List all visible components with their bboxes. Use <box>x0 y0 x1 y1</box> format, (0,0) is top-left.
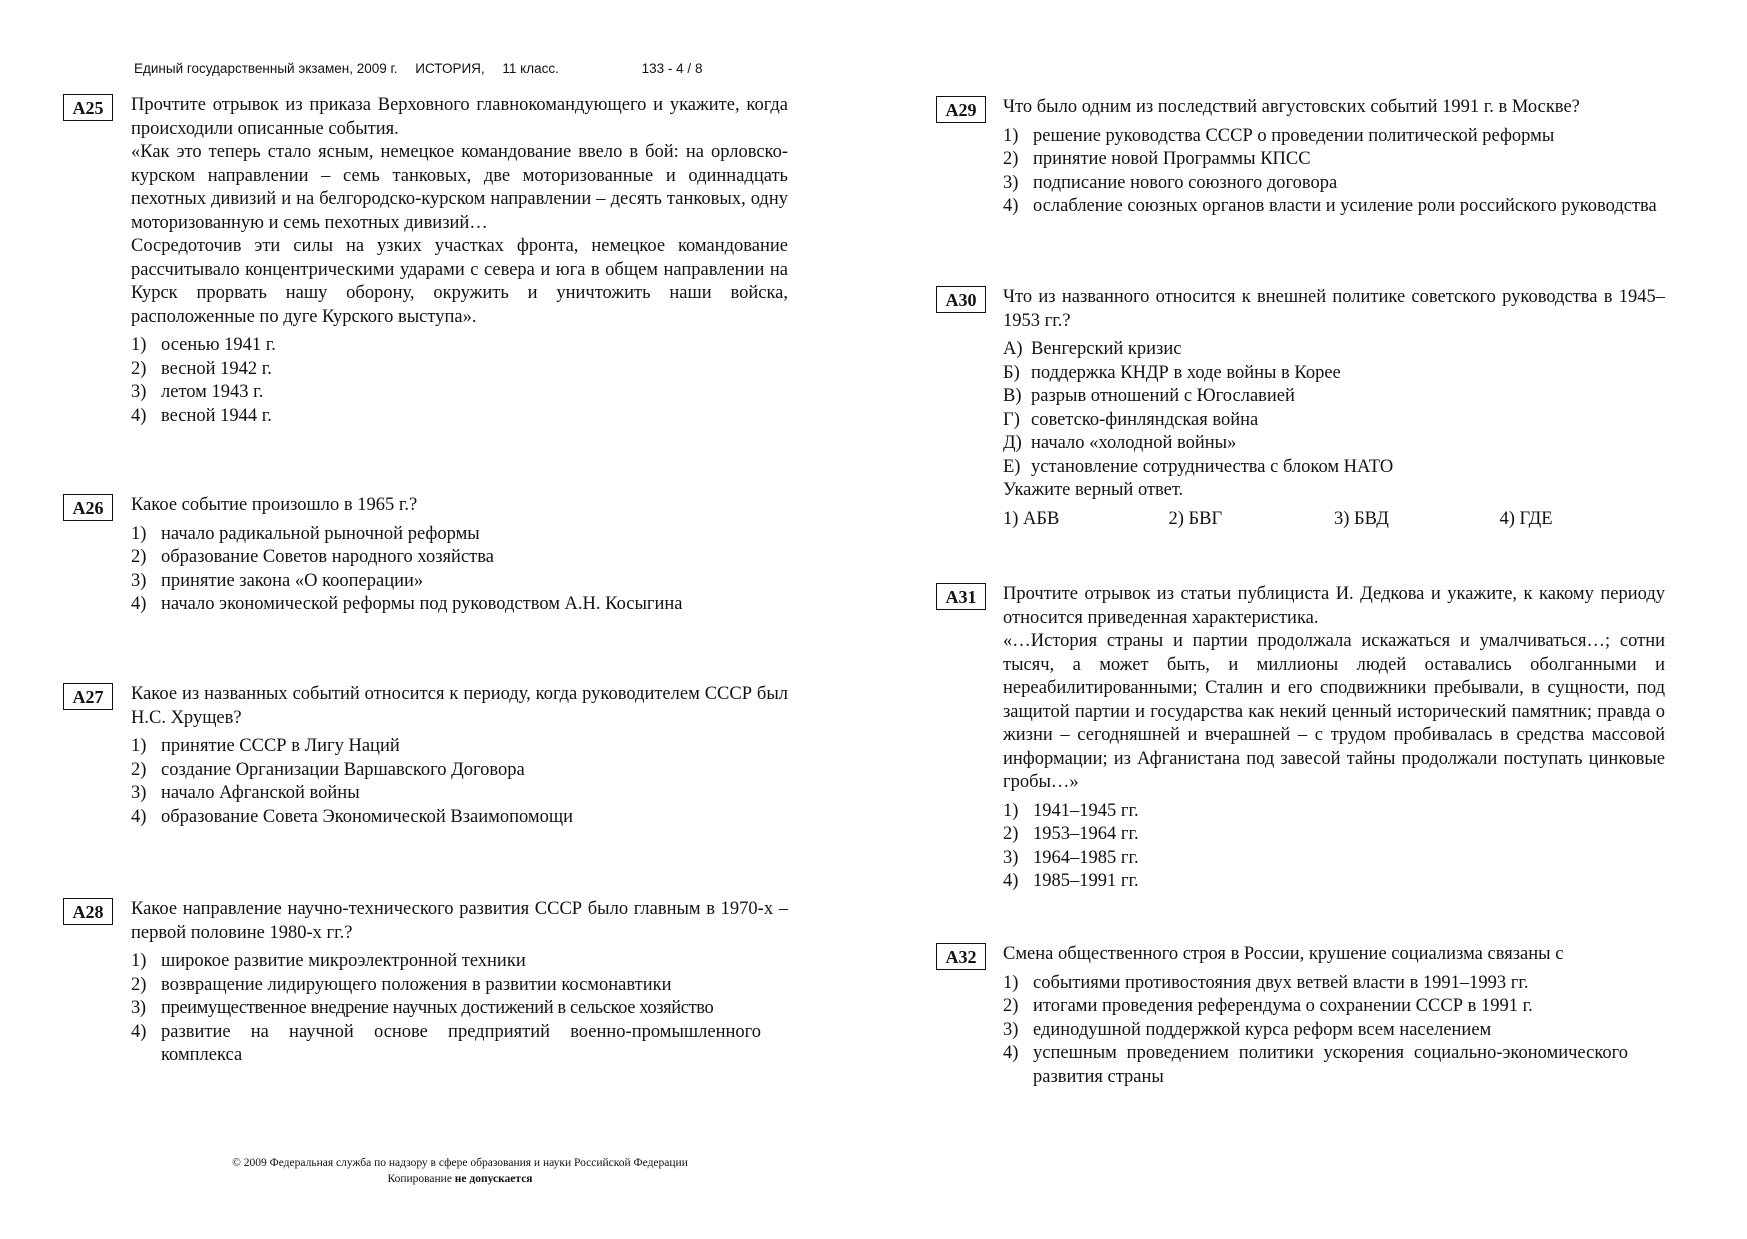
question-text: Что было одним из последствий августовских событий 1991 г. в Москве? <box>1003 97 1580 117</box>
answer-option[interactable]: 3) летом 1943 г. <box>131 382 264 402</box>
question-number: A28 <box>63 898 113 925</box>
answer-option[interactable]: 1) широкое развитие микроэлектронной техники <box>131 951 526 971</box>
question-number: A26 <box>63 494 113 521</box>
question-number: A29 <box>936 96 986 123</box>
letter-item: Д) начало «холодной войны» <box>1003 433 1237 453</box>
question-text: Смена общественного строя в России, крушение социализма связаны с <box>1003 944 1564 964</box>
question-number: A27 <box>63 683 113 710</box>
answer-option[interactable]: 3) БВД <box>1334 508 1389 529</box>
question-text: Прочтите отрывок из статьи публициста И. Дедкова и укажите, к какому периоду относится приведенная характеристика. <box>1003 584 1665 628</box>
quote-paragraph: Сосредоточив эти силы на узких участках фронта, немецкое командование рассчитывало концентрическими ударами с севера и юга в общем направлении на Курск прорвать нашу оборону, окружить и уничтожить наши войска, расположенные по дуге Курского выступа». <box>131 236 788 327</box>
answer-option[interactable]: 2) БВГ <box>1168 508 1223 529</box>
question-text: Какое направление научно-технического развития СССР было главным в 1970-х – первой половине 1980-х гг.? <box>131 899 788 943</box>
quote-paragraph: «Как это теперь стало ясным, немецкое командование ввело в бой: на орловско-курском направлении – семь танковых, две моторизованные и одиннадцать пехотных дивизий и на белгородско-курском направлении – десять танковых, одну моторизованную и семь пехотных дивизий… <box>131 142 788 233</box>
letter-item: Е) установление сотрудничества с блоком НАТО <box>1003 456 1394 477</box>
answer-option[interactable]: 4) успешным проведением политики ускорения социально-экономического развития страны <box>1003 1043 1628 1087</box>
page-header <box>134 61 716 76</box>
answer-option[interactable]: 3) принятие закона «О кооперации» <box>131 570 424 591</box>
answer-option[interactable]: 4) начало экономической реформы под руководством А.Н. Косыгина <box>131 594 683 614</box>
grade: 11 класс. <box>502 61 559 76</box>
copy-notice: Копирование не допускается <box>387 1173 533 1185</box>
answer-option[interactable]: 2) принятие новой Программы КПСС <box>1003 149 1311 169</box>
answer-option[interactable]: 3) подписание нового союзного договора <box>1003 172 1338 193</box>
answer-option[interactable]: 4) образование Совета Экономической Взаимопомощи <box>131 806 574 827</box>
answer-option[interactable]: 1) АБВ <box>1003 508 1060 529</box>
answer-option[interactable]: 2) весной 1942 г. <box>131 358 272 379</box>
answer-option[interactable]: 4) 1985–1991 гг. <box>1003 871 1139 891</box>
page-number: 133 - 4 / 8 <box>641 61 703 76</box>
copyright-line: © 2009 Федеральная служба по надзору в сфере образования и науки Российской Федерации <box>232 1157 688 1169</box>
answer-option[interactable]: 4) развитие на научной основе предприятий военно-промышленного комплекса <box>131 1021 761 1065</box>
letter-item: Б) поддержка КНДР в ходе войны в Корее <box>1003 362 1341 383</box>
exam-title: Единый государственный экзамен, 2009 г. <box>134 61 398 76</box>
question-text: Какое событие произошло в 1965 г.? <box>131 495 418 515</box>
answer-option[interactable]: 1) осенью 1941 г. <box>131 335 276 355</box>
answer-option[interactable]: 2) итогами проведения референдума о сохранении СССР в 1991 г. <box>1003 996 1533 1016</box>
page-footer <box>195 1155 725 1187</box>
question-number: A30 <box>936 286 986 313</box>
subject: ИСТОРИЯ, <box>415 61 485 76</box>
question-text: Что из названного относится к внешней политике советского руководства в 1945–1953 гг.? <box>1003 287 1665 331</box>
quote-paragraph: «…История страны и партии продолжала искажаться и умалчиваться…; сотни тысяч, а может быть, и миллионы людей оставались оболганными и нереабилитированными; Сталин и его сподвижники пребывали, в сущности, под защитой партии и государства как некий ценный исторический памятник; правда о жизни – сегодняшней и вчерашней – с трудом пробивалась в средства массовой информации; из Афганистана под завесой тайны продолжали поступать цинковые гробы…» <box>1003 631 1665 792</box>
answer-option[interactable]: 2) 1953–1964 гг. <box>1003 824 1139 844</box>
answer-option[interactable]: 3) 1964–1985 гг. <box>1003 847 1139 868</box>
answer-option[interactable]: 3) начало Афганской войны <box>131 783 360 803</box>
answer-option[interactable]: 2) создание Организации Варшавского Договора <box>131 759 525 780</box>
question-text: Какое из названных событий относится к периоду, когда руководителем СССР был Н.С. Хрущев? <box>131 684 788 728</box>
answer-option[interactable]: 1) принятие СССР в Лигу Наций <box>131 736 400 756</box>
answer-prompt: Укажите верный ответ. <box>1003 480 1184 500</box>
question-number: A31 <box>936 583 986 610</box>
answer-option[interactable]: 4) ослабление союзных органов власти и усиление роли российского руководства <box>1003 196 1657 216</box>
answer-option[interactable]: 3) преимущественное внедрение научных достижений в сельское хозяйство <box>131 998 714 1018</box>
answer-option[interactable]: 3) единодушной поддержкой курса реформ всем населением <box>1003 1019 1492 1040</box>
letter-item: Г) советско-финляндская война <box>1003 409 1259 430</box>
answer-option[interactable]: 2) возвращение лидирующего положения в развитии космонавтики <box>131 974 672 995</box>
letter-item: А) Венгерский кризис <box>1003 339 1182 359</box>
question-text: Прочтите отрывок из приказа Верховного главнокомандующего и укажите, когда происходили описанные события. <box>131 95 788 139</box>
answer-option[interactable]: 1) 1941–1945 гг. <box>1003 800 1139 821</box>
answer-option[interactable]: 2) образование Советов народного хозяйства <box>131 547 494 567</box>
question-number: A25 <box>63 94 113 121</box>
answer-option[interactable]: 1) решение руководства СССР о проведении политической реформы <box>1003 125 1555 146</box>
answer-option[interactable]: 4) ГДЕ <box>1499 508 1553 529</box>
answer-option[interactable]: 1) событиями противостояния двух ветвей власти в 1991–1993 гг. <box>1003 972 1529 993</box>
question-number: A32 <box>936 943 986 970</box>
letter-item: В) разрыв отношений с Югославией <box>1003 386 1295 406</box>
answer-option[interactable]: 1) начало радикальной рыночной реформы <box>131 523 480 544</box>
answer-option[interactable]: 4) весной 1944 г. <box>131 405 272 426</box>
